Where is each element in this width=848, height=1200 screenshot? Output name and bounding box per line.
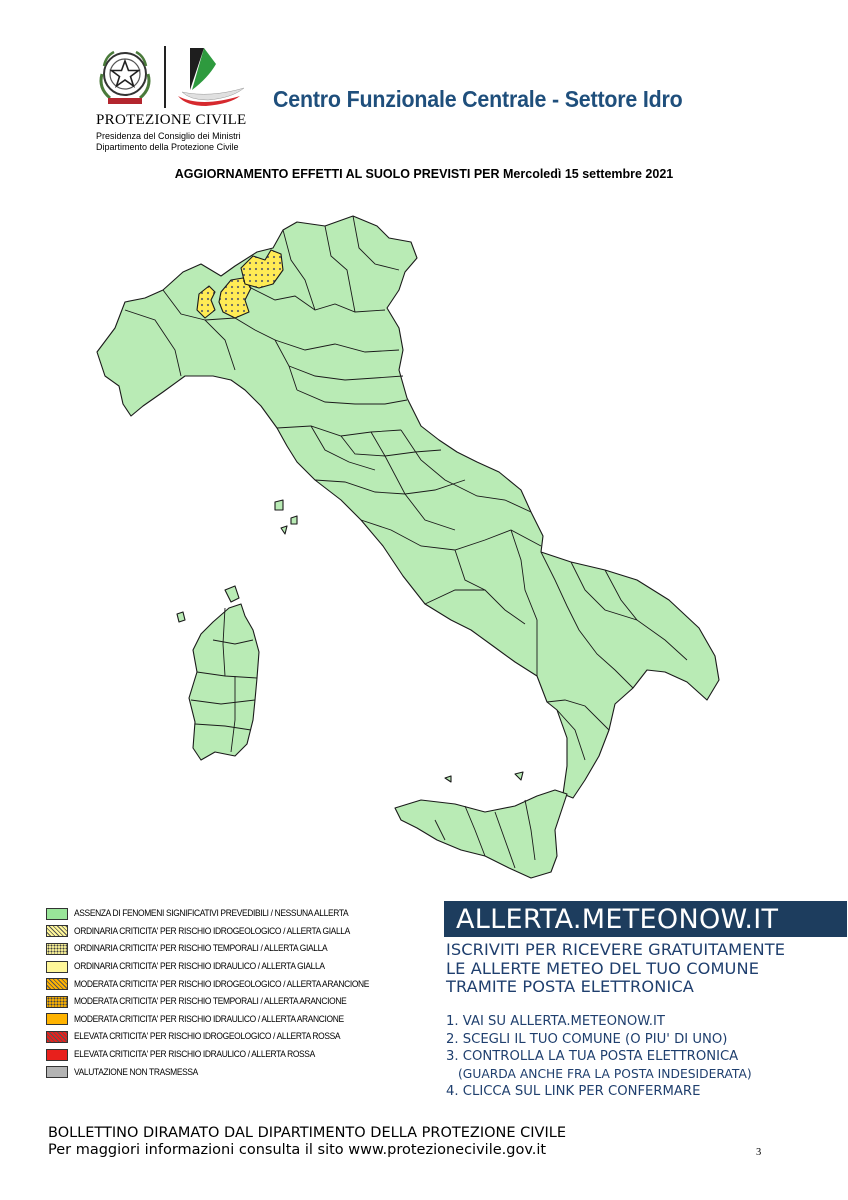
alert-map-italy	[85, 200, 745, 890]
meteonow-banner[interactable]	[444, 901, 847, 937]
promo-step: 1. VAI SU ALLERTA.METEONOW.IT	[446, 1014, 665, 1029]
legend-swatch	[46, 978, 68, 990]
promo-step-note: (GUARDA ANCHE FRA LA POSTA INDESIDERATA)	[458, 1066, 752, 1081]
logo-divider	[164, 46, 166, 108]
legend-swatch	[46, 908, 68, 920]
footer-issuer: BOLLETTINO DIRAMATO DAL DIPARTIMENTO DELLA PROTEZIONE CIVILE	[48, 1125, 566, 1141]
legend-row	[46, 975, 386, 993]
promo-heading-line: LE ALLERTE METEO DEL TUO COMUNE	[446, 958, 760, 978]
legend-row	[46, 923, 386, 941]
legend-label: MODERATA CRITICITA' PER RISCHIO IDRAULICO / ALLERTA ARANCIONE	[74, 1013, 344, 1025]
legend-label: VALUTAZIONE NON TRASMESSA	[74, 1066, 198, 1078]
legend-label: ASSENZA DI FENOMENI SIGNIFICATIVI PREVEDIBILI / NESSUNA ALLERTA	[74, 908, 349, 920]
promo-heading-line: TRAMITE POSTA ELETTRONICA	[446, 977, 694, 996]
legend-label: MODERATA CRITICITA' PER RISCHIO IDROGEOLOGICO / ALLERTA ARANCIONE	[74, 978, 370, 990]
legend-swatch	[46, 925, 68, 937]
legend-row	[46, 940, 386, 958]
promo-heading-line: ISCRIVITI PER RICEVERE GRATUITAMENTE	[446, 940, 786, 959]
legend-label: ELEVATA CRITICITA' PER RISCHIO IDROGEOLOGICO / ALLERTA ROSSA	[74, 1031, 341, 1043]
promo-steps	[446, 1013, 752, 1101]
legend-label: ORDINARIA CRITICITA' PER RISCHIO IDROGEOLOGICO / ALLERTA GIALLA	[74, 925, 350, 937]
legend-swatch	[46, 1031, 68, 1043]
protezione-civile-logo	[90, 42, 260, 154]
legend-swatch	[46, 961, 68, 973]
italian-republic-emblem-icon	[94, 44, 156, 108]
legend-swatch	[46, 1013, 68, 1025]
legend-label: MODERATA CRITICITA' PER RISCHIO TEMPORALI / ALLERTA ARANCIONE	[74, 996, 347, 1008]
meteonow-banner-text: ALLERTA.METEONOW.IT	[456, 904, 779, 935]
promo-heading	[446, 941, 785, 997]
legend-row	[46, 905, 386, 923]
legend-row	[46, 1046, 386, 1064]
org-subtitle-2: Dipartimento della Protezione Civile	[96, 142, 239, 152]
legend-label: ORDINARIA CRITICITA' PER RISCHIO TEMPORALI / ALLERTA GIALLA	[74, 943, 328, 955]
promo-step: 4. CLICCA SUL LINK PER CONFERMARE	[446, 1084, 701, 1099]
org-subtitle-1: Presidenza del Consiglio dei Ministri	[96, 131, 241, 141]
bulletin-subtitle: AGGIORNAMENTO EFFETTI AL SUOLO PREVISTI PER Mercoledì 15 settembre 2021	[174, 167, 674, 181]
legend-row	[46, 958, 386, 976]
org-name: PROTEZIONE CIVILE	[96, 112, 247, 128]
map-legend	[46, 905, 386, 1081]
protezione-civile-swoosh-icon	[170, 44, 250, 108]
legend-row	[46, 1028, 386, 1046]
page-title: Centro Funzionale Centrale - Settore Idro	[273, 86, 683, 112]
footer-info-link[interactable]: Per maggiori informazioni consulta il sito www.protezionecivile.gov.it	[48, 1142, 547, 1158]
legend-row	[46, 993, 386, 1011]
legend-row	[46, 1063, 386, 1081]
legend-swatch	[46, 1049, 68, 1061]
promo-step: 3. CONTROLLA LA TUA POSTA ELETTRONICA	[446, 1049, 739, 1064]
legend-label: ORDINARIA CRITICITA' PER RISCHIO IDRAULICO / ALLERTA GIALLA	[74, 961, 325, 973]
map-sicily	[395, 790, 567, 878]
legend-swatch	[46, 1066, 68, 1078]
legend-swatch	[46, 996, 68, 1008]
page-number: 3	[756, 1147, 762, 1158]
legend-swatch	[46, 943, 68, 955]
map-mainland	[97, 216, 719, 798]
legend-row	[46, 1011, 386, 1029]
legend-label: ELEVATA CRITICITA' PER RISCHIO IDRAULICO / ALLERTA ROSSA	[74, 1049, 315, 1061]
promo-step: 2. SCEGLI IL TUO COMUNE (O PIU' DI UNO)	[446, 1031, 728, 1047]
